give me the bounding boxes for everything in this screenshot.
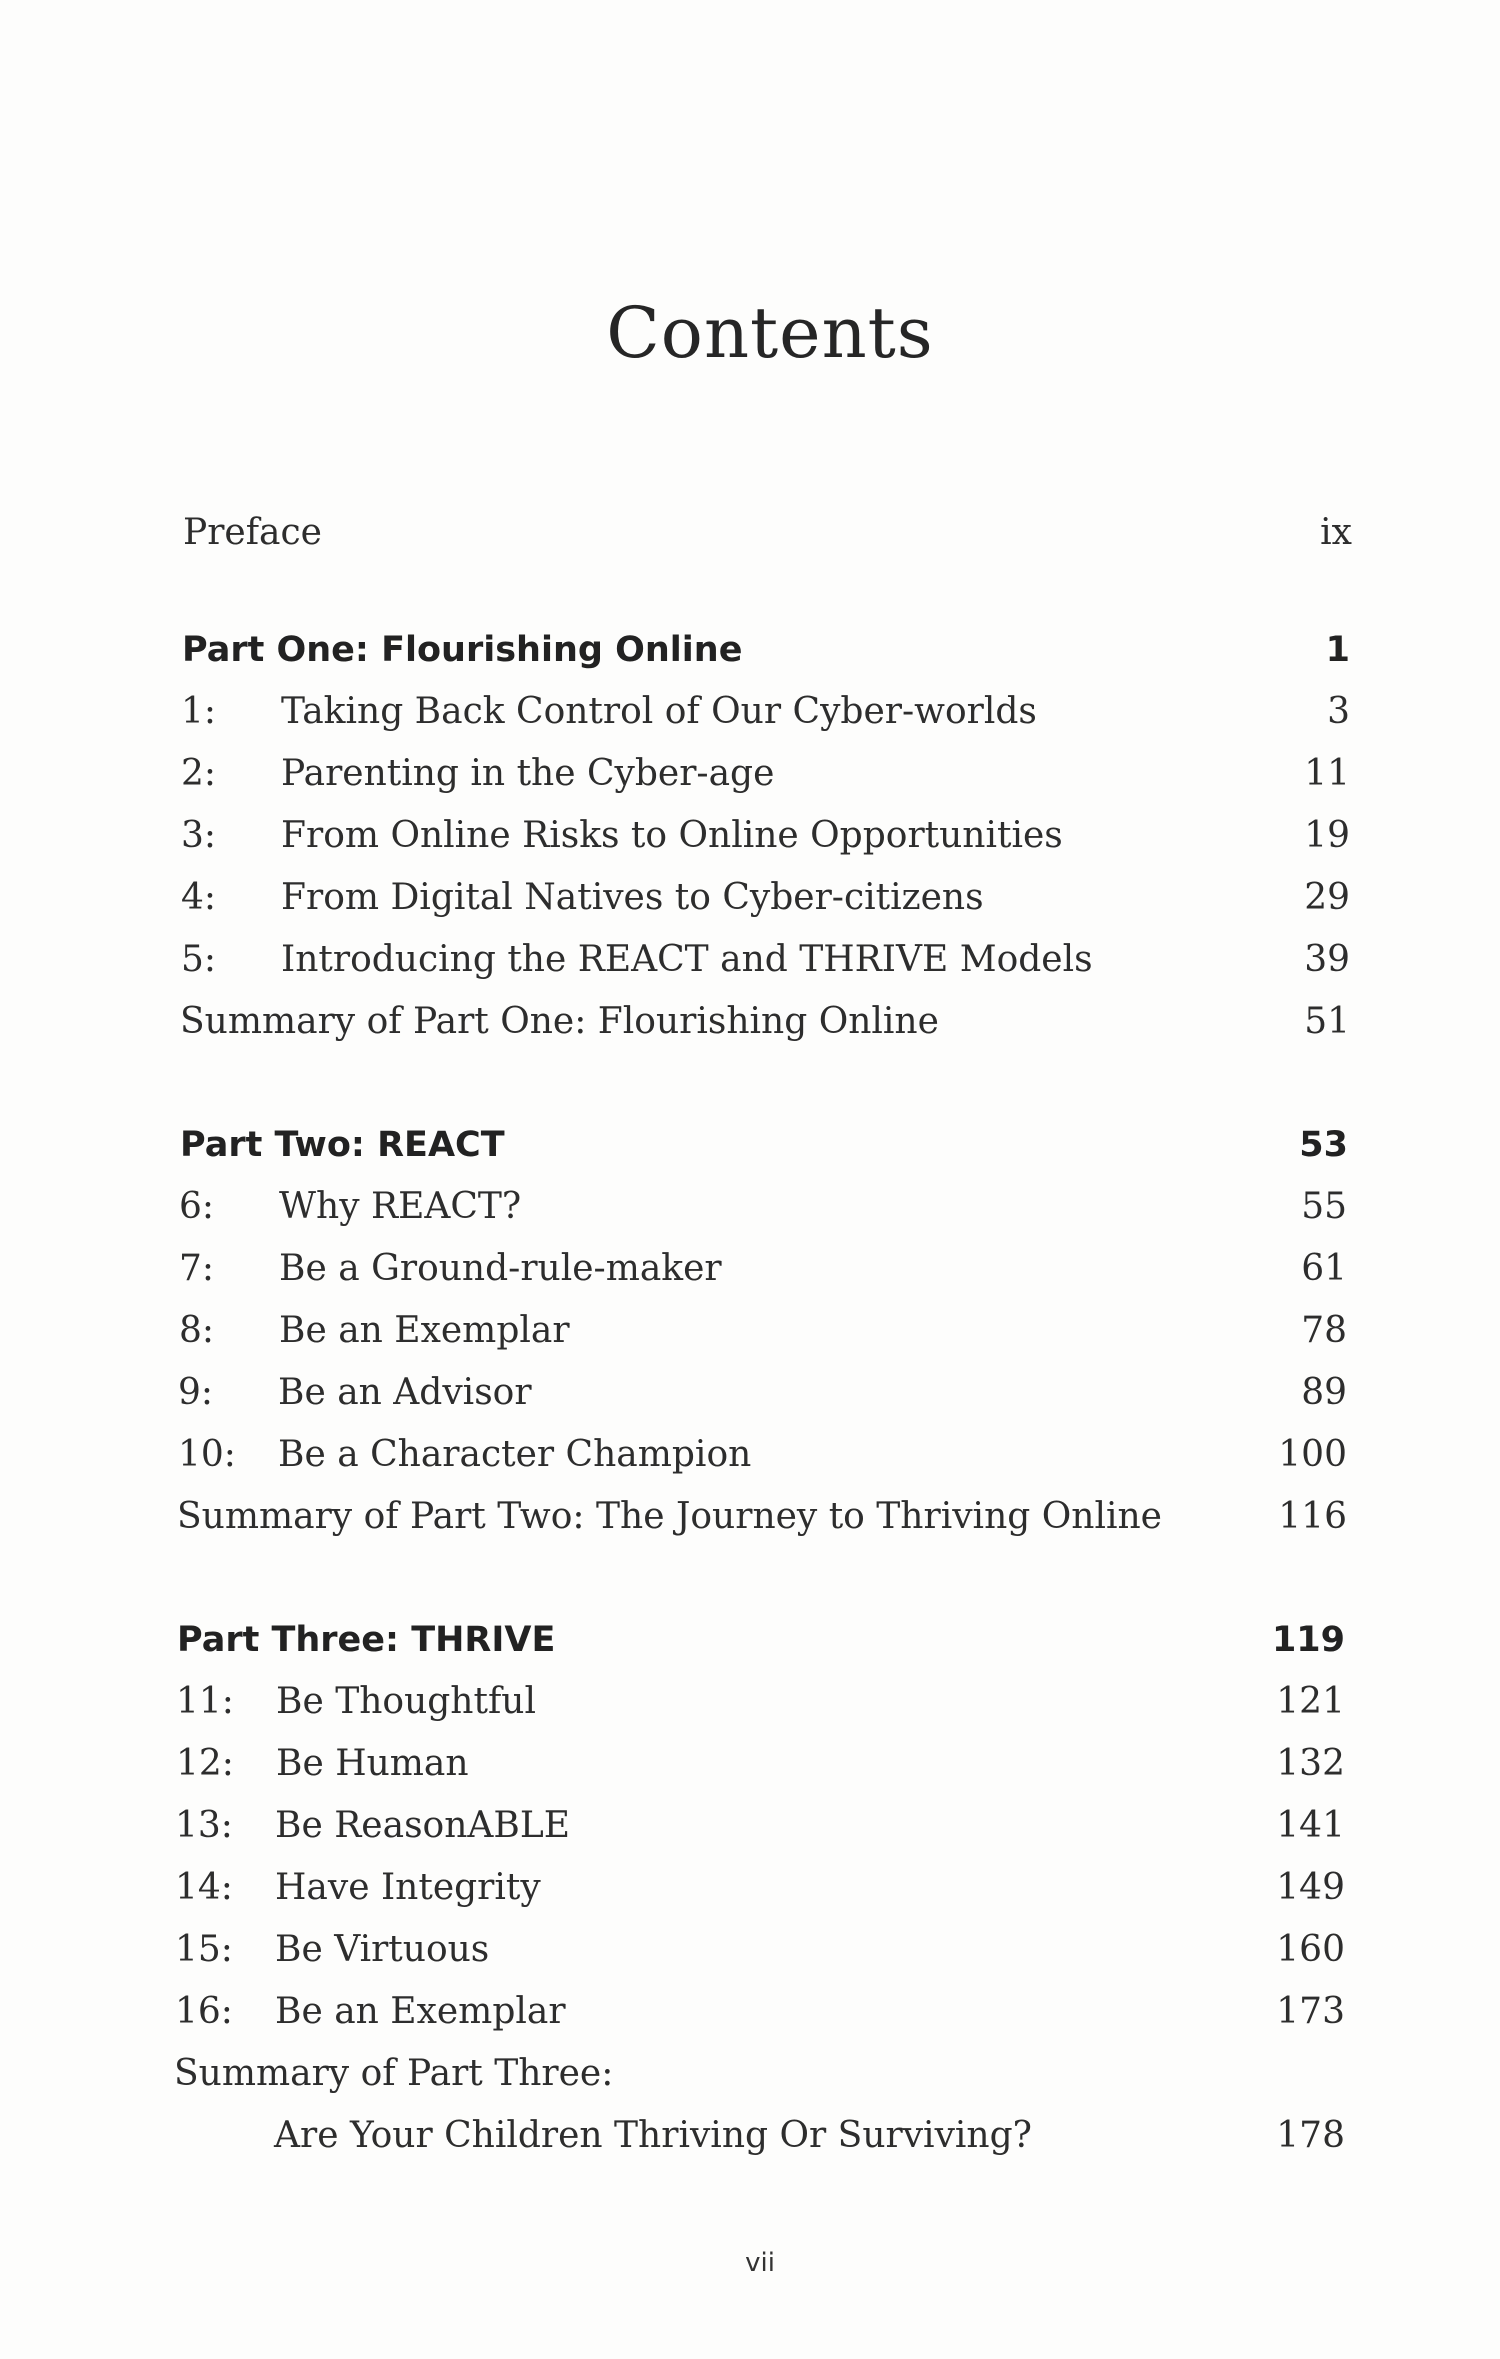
toc-page-number: 173 [1276, 1991, 1345, 2032]
toc-page-number: 121 [1276, 1681, 1345, 1722]
toc-entry [179, 1306, 1347, 1356]
toc-entry [175, 1987, 1345, 2037]
toc-entry-title: From Online Risks to Online Opportunities [281, 815, 1063, 856]
page-number: vii [745, 2248, 775, 2278]
toc-entry [183, 508, 1352, 558]
toc-entry-title: Be a Character Champion [278, 1434, 752, 1475]
toc-page-number: 11 [1304, 753, 1350, 794]
toc-page-number: ix [1320, 512, 1352, 553]
page-title: Contents [606, 292, 934, 374]
toc-entry-title: Are Your Children Thriving Or Surviving? [274, 2115, 1032, 2156]
toc-entry-title: Be a Ground-rule-maker [279, 1248, 722, 1289]
toc-entry [174, 2049, 1345, 2099]
toc-page-number: 149 [1276, 1867, 1345, 1908]
toc-part-heading [180, 1120, 1348, 1170]
toc-entry [176, 1677, 1345, 1727]
toc-part-heading [182, 625, 1350, 675]
toc-chapter-number: 3: [181, 815, 217, 856]
toc-page-number: 61 [1301, 1248, 1347, 1289]
toc-entry-title: Be Thoughtful [276, 1681, 536, 1722]
toc-chapter-number: 1: [181, 691, 217, 732]
toc-page-number: 39 [1304, 939, 1350, 980]
toc-entry [175, 1801, 1345, 1851]
toc-entry-title: Summary of Part One: Flourishing Online [180, 1001, 939, 1042]
toc-chapter-number: 16: [175, 1991, 233, 2032]
toc-page-number: 132 [1276, 1743, 1345, 1784]
toc-entry [179, 1182, 1347, 1232]
toc-chapter-number: 15: [175, 1929, 233, 1970]
toc-entry [176, 1739, 1345, 1789]
toc-page-number: 51 [1304, 1001, 1350, 1042]
toc-entry [175, 1925, 1345, 1975]
toc-page-number: 78 [1301, 1310, 1347, 1351]
toc-chapter-number: 7: [179, 1248, 215, 1289]
toc-page-number: 29 [1304, 877, 1350, 918]
toc-part-heading [177, 1615, 1345, 1665]
toc-entry-title: Be an Exemplar [279, 1310, 570, 1351]
toc-entry-title: Be Virtuous [275, 1929, 490, 1970]
toc-part-title: Part Three: THRIVE [177, 1620, 556, 1660]
toc-page-number: 19 [1304, 815, 1350, 856]
toc-part-title: Part Two: REACT [180, 1125, 505, 1165]
toc-entry [181, 749, 1350, 799]
toc-entry [178, 1430, 1347, 1480]
toc-entry [181, 935, 1350, 985]
toc-page-number: 119 [1271, 1620, 1345, 1660]
toc-page-number: 53 [1299, 1125, 1348, 1165]
toc-entry-title: Summary of Part Two: The Journey to Thriving Online [177, 1496, 1162, 1537]
toc-page-number: 160 [1276, 1929, 1345, 1970]
toc-chapter-number: 12: [176, 1743, 234, 1784]
toc-chapter-number: 13: [175, 1805, 233, 1846]
toc-entry [181, 873, 1350, 923]
toc-chapter-number: 11: [176, 1681, 234, 1722]
toc-part-title: Part One: Flourishing Online [182, 630, 743, 670]
toc-entry-title: Be an Advisor [278, 1372, 532, 1413]
toc-chapter-number: 14: [175, 1867, 233, 1908]
toc-page-number: 141 [1276, 1805, 1345, 1846]
toc-chapter-number: 10: [178, 1434, 236, 1475]
toc-entry-title: Be an Exemplar [275, 1991, 566, 2032]
toc-entry [174, 2111, 1345, 2161]
toc-entry-title: Taking Back Control of Our Cyber-worlds [281, 691, 1037, 732]
toc-page-number: 1 [1325, 630, 1350, 670]
toc-chapter-number: 5: [181, 939, 217, 980]
toc-entry [177, 1492, 1347, 1542]
toc-entry [175, 1863, 1345, 1913]
toc-chapter-number: 2: [181, 753, 217, 794]
toc-chapter-number: 4: [181, 877, 217, 918]
toc-page-number: 55 [1301, 1186, 1347, 1227]
toc-entry-title: Why REACT? [279, 1186, 522, 1227]
toc-page-number: 3 [1327, 691, 1350, 732]
toc-entry [179, 1244, 1347, 1294]
toc-chapter-number: 6: [179, 1186, 215, 1227]
toc-entry-title: Summary of Part Three: [174, 2053, 614, 2094]
toc-entry-title: Be ReasonABLE [275, 1805, 571, 1846]
toc-page-number: 89 [1301, 1372, 1347, 1413]
toc-entry-title: Be Human [276, 1743, 469, 1784]
toc-chapter-number: 9: [178, 1372, 214, 1413]
toc-page-number: 178 [1276, 2115, 1345, 2156]
toc-entry [180, 997, 1350, 1047]
toc-entry [181, 811, 1350, 861]
toc-entry-title: Parenting in the Cyber-age [281, 753, 775, 794]
toc-chapter-number: 8: [179, 1310, 215, 1351]
toc-entry [178, 1368, 1347, 1418]
toc-page-number: 100 [1278, 1434, 1347, 1475]
toc-page-number: 116 [1278, 1496, 1347, 1537]
toc-entry-title: Introducing the REACT and THRIVE Models [281, 939, 1093, 980]
toc-entry-title: Preface [183, 512, 322, 553]
toc-entry-title: Have Integrity [275, 1867, 541, 1908]
toc-entry-title: From Digital Natives to Cyber-citizens [281, 877, 984, 918]
toc-entry [181, 687, 1350, 737]
